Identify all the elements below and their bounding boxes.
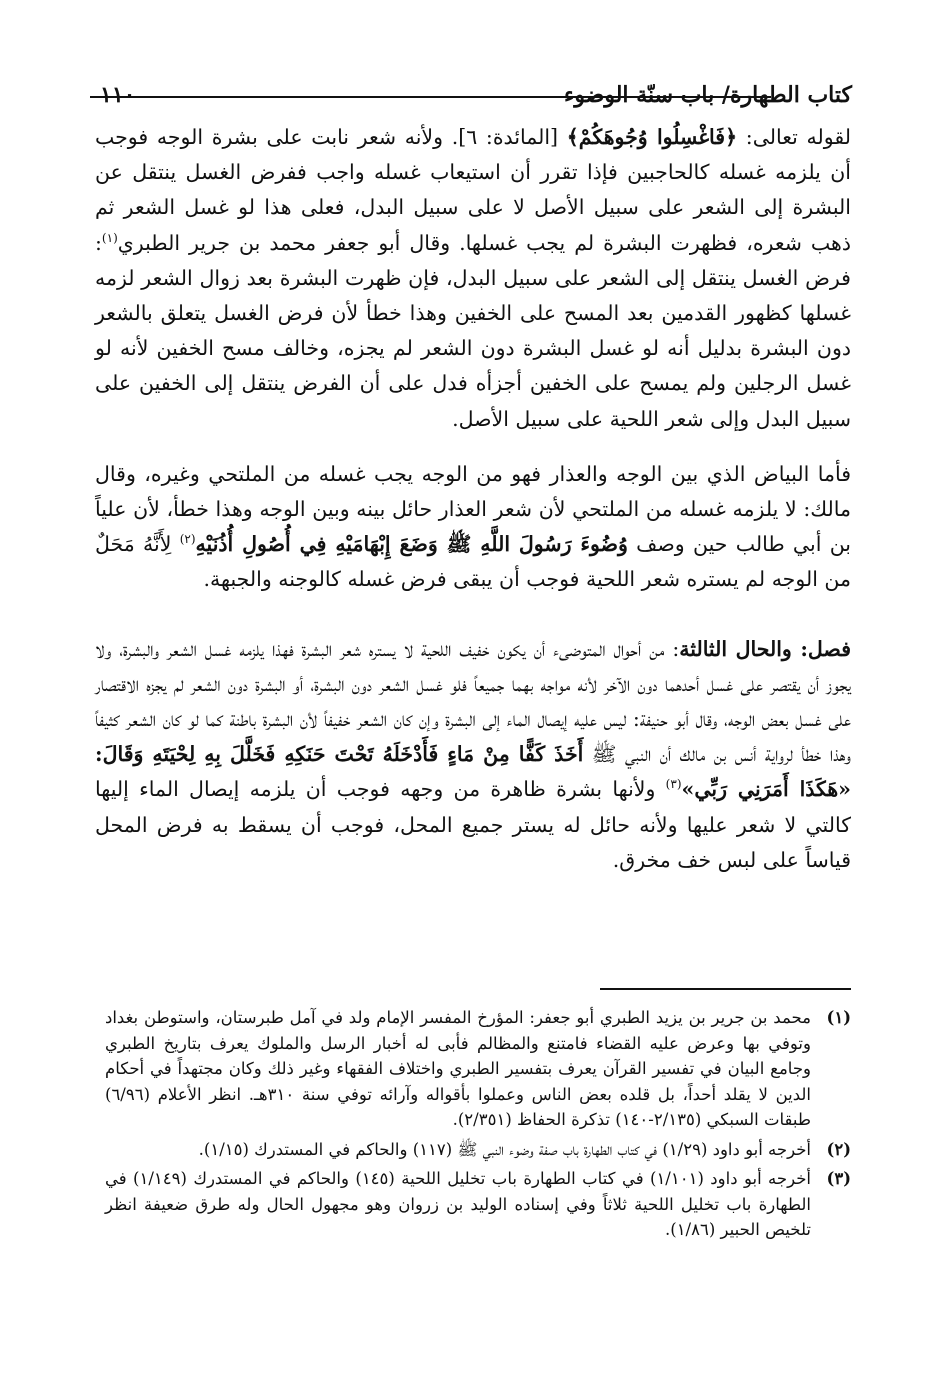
footnote-number: (٣) bbox=[826, 1169, 851, 1188]
footnote-ref-1: (١) bbox=[101, 230, 118, 245]
footnote-text: أخرجه أبو داود (١/١٠١) في كتاب الطهارة باب تخليل اللحية (١٤٥) والحاكم في المستدرك (١/١٤٩) في الطهارة باب تخليل اللحية ثلاثاً وفي إسناده الوليد بن زروان وهو مجهول الحال وله طرق ضعيفة انظر تلخيص الحبير (١/٨٦). bbox=[105, 1169, 811, 1239]
footnote-1 bbox=[105, 1005, 851, 1133]
page-number: ١١٠ bbox=[100, 82, 136, 108]
p2-text-b: لِأَنَّهُ مَحَلٌ من الوجه لم يستره شعر اللحية فوجب أن يبقى فرض غسله كالوجنه والجبهة. bbox=[95, 532, 851, 592]
p1-text-c: : فرض الغسل ينتقل إلى الشعر على سبيل البدل، فإن ظهرت البشرة بعد زوال الشعر لزمه غسلها كظهور القدمين بعد المسح على الخفين وهذا خطأ لأن فرض الغسل يتعلق بالشعر دون البشرة بدليل أنه لو غسل البشرة دون الشعر لم يجزه، وخالف مسح الخفين لأنه لو غسل الرجلين ولم يمسح على الخفين أجزأه فدل على أن الفرض ينتقل إلى الخفين على سبيل البدل وإلى شعر اللحية على سبيل الأصل. bbox=[95, 230, 851, 431]
running-header bbox=[90, 68, 856, 108]
main-text bbox=[95, 120, 851, 878]
paragraph-3 bbox=[95, 632, 851, 878]
footnote-text: محمد بن جرير بن يزيد الطبري أبو جعفر: المؤرخ المفسر الإمام ولد في آمل طبرستان، واستوطن بغداد وتوفي بها وعرض عليه القضاء فامتنع والمظالم فأبى له أخبار الرسل والملوك يعرف بتاريخ الطبري وجامع البيان في تفسير القرآن يعرف بتفسير الطبري واختلاف الفقهاء وغير ذلك وكان مجتهداً في أحكام الدين لا يقلد أحداً، بل قلده بعض الناس وعملوا بأقواله وآرائه توفي سنة ٣١٠هـ. انظر الأعلام (٦/٩٦) طبقات السبكي (٢/١٣٥-١٤٠) تذكرة الحفاظ (٢/٣٥١). bbox=[105, 1008, 811, 1129]
hadith-quote-1: وُضُوءَ رَسُولَ اللَّهِ ﷺ وَضَعَ إِبْهَامَيْهِ فِي أُصُولِ أُذُنَيْهِ bbox=[195, 532, 628, 557]
footnote-text: أخرجه أبو داود (١/٢٩) في كتاب الطهارة باب صفة وضوء النبي ﷺ (١١٧) والحاكم في المستدرك (١/١٥). bbox=[198, 1139, 811, 1159]
quran-quote: ﴿فَاغْسِلُوا وُجُوهَكُمْ﴾ bbox=[566, 125, 738, 149]
p1-text-b: [المائدة: ٦]. ولأنه شعر نابت على بشرة الوجه فوجب أن يلزمه غسله كالحاجبين فإذا تقرر أن استيعاب غسله واجب ففرض الغسل ينتقل عن البشرة إلى الشعر على سبيل الأصل لا على سبيل البدل، فعلى هذا لو غسل الشعر ثم ذهب شعره، فظهرت البشرة لم يجب غسلها. وقال أبو جعفر محمد بن جرير الطبري bbox=[95, 125, 851, 255]
header-rule bbox=[90, 96, 771, 98]
header-title: كتاب الطهارة/ باب سنّة الوضوء bbox=[563, 82, 852, 108]
footnote-number: (١) bbox=[826, 1008, 851, 1027]
p1-text-a: لقوله تعالى: bbox=[737, 125, 851, 149]
p2-text-a: فأما البياض الذي بين الوجه والعذار فهو من الوجه يجب غسله من الملتحي وغيره، وقال مالك: لا يلزمه غسله من الملتحي لأن شعر العذار حائل بينه وبين الوجه وهذا خطأ، لأن علياً بن أبي طالب حين وصف bbox=[95, 461, 852, 557]
footnotes bbox=[105, 1005, 851, 1247]
footnote-ref-3: (٣) bbox=[665, 777, 682, 792]
footnote-rule bbox=[600, 988, 851, 990]
paragraph-2 bbox=[95, 457, 851, 598]
footnote-ref-2: (٢) bbox=[179, 532, 196, 547]
footnote-3 bbox=[105, 1166, 851, 1243]
footnote-2 bbox=[105, 1137, 851, 1163]
footnote-number: (٢) bbox=[826, 1139, 851, 1159]
section-label: فصل: والحال الثالثة bbox=[679, 636, 851, 661]
p3-text-b: ولأنها بشرة ظاهرة من وجهه فوجب أن يلزمه إيصال الماء إليها كالتي لا شعر عليها ولأنه حائل له يستر جميع المحل، فوجب أن يسقط به فرض المحل قياساً على لبس خف مخرق. bbox=[95, 777, 851, 872]
p3-text-a: : من أحوال المتوضىء أن يكون خفيف اللحية لا يستره شعر البشرة فهذا يلزمه غسل الشعر والبشرة، ولا يجوز أن يقتصر على غسل أحدهما دون الآخر لأنه مواجه بهما جميعاً فلو غسل الشعر دون البشرة، أو البشرة دون الشعر لم يجزه الاقتصار على غسل بعض الوجه، وقال أبو حنيفة: ليس عليه إيصال الماء إلى البشرة وإن كان الشعر خفيفاً لأن البشرة باطنة كما لو كان الشعر كثيفاً وهذا خطأ لرواية أنس بن مالك أن النبي ﷺ bbox=[95, 636, 851, 767]
paragraph-1 bbox=[95, 120, 851, 437]
hadith-quote-2: أَخَذَ كَفًّا مِنْ مَاءٍ فَأَدْخَلَهُ تَحْتَ حَنَكِهِ فَخَلَّلَ بِهِ لِحْيَتَهِ وَقَالَ: «هَكَذَا أَمَرَنِي رَبِّي» bbox=[95, 742, 851, 802]
